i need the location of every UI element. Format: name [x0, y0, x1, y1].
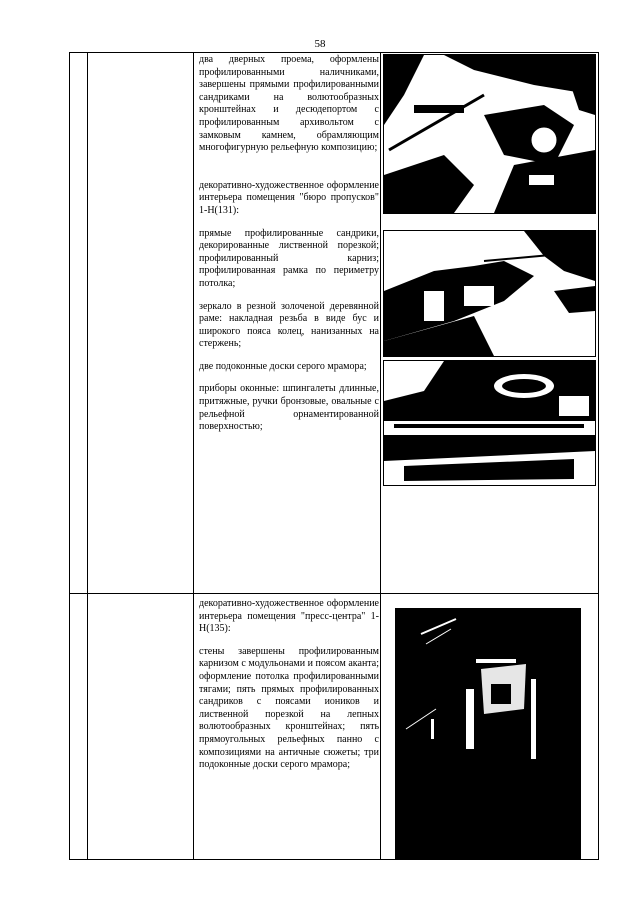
paragraph: стены завершены профилированным карнизом с модульонами и поясом аканта; оформление потолка профилированными тягами; пять прямых профилированных сандриков с поясами иоников и лиственной порезкой на лепных волютообразных кронштейнах; пять прямоугольных рельефных панно с композициями на античные сюжеты; три подоконные доски серого мрамора; — [199, 645, 379, 771]
row-2-description — [199, 598, 379, 772]
row-divider — [69, 52, 599, 53]
paragraph: декоративно-художественное оформление интерьера помещения "бюро пропусков" 1-Н(131): — [199, 179, 379, 216]
page-number: 58 — [314, 38, 326, 50]
column-divider — [87, 52, 88, 860]
interior-photo-doorway — [383, 54, 596, 214]
paragraph: приборы оконные: шпингалеты длинные, притяжные, ручки бронзовые, овальные с рельефной орнаментированной поверхностью; — [199, 383, 379, 433]
interior-photo-cornice — [383, 230, 596, 357]
column-divider — [193, 52, 194, 860]
interior-photo-mirror — [383, 360, 596, 486]
table-border-right — [598, 52, 599, 860]
paragraph: два дверных проема, оформлены профилированными наличниками, завершены прямыми профилированными сандриками на волютообразных кронштейнах и десюдепортом с профилированным архивольтом с замковым камнем, обрамляющим многофигурную рельефную композицию; — [199, 54, 379, 154]
column-divider — [380, 52, 381, 860]
paragraph: прямые профилированные сандрики, декорированные лиственной порезкой; профилированный карниз; профилированная рамка по периметру потолка; — [199, 227, 379, 289]
paragraph: декоративно-художественное оформление интерьера помещения "пресс-центра" 1-Н(135): — [199, 598, 379, 635]
row-divider — [69, 593, 599, 594]
monument-table — [69, 52, 599, 860]
interior-photo-press-center — [395, 608, 581, 860]
table-border-left — [69, 52, 70, 860]
paragraph: две подоконные доски серого мрамора; — [199, 360, 367, 372]
paragraph: зеркало в резной золоченой деревянной раме: накладная резьба в виде бус и широкого пояса колец, нанизанных на стержень; — [199, 300, 379, 350]
row-1-description — [199, 54, 379, 434]
